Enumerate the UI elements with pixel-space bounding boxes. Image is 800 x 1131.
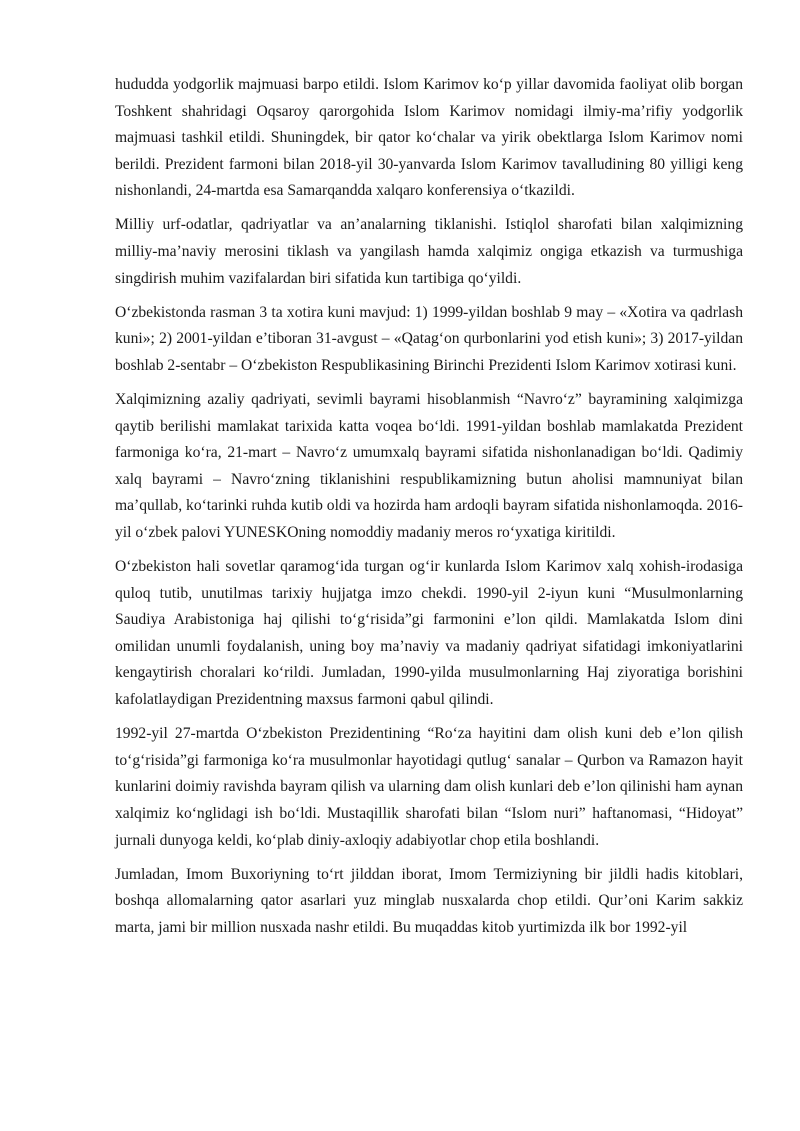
paragraph-navruz: Xalqimizning azaliy qadriyati, sevimli bayrami hisoblanmish “Navro‘z” bayramining xalqimizga qaytib berilishi mamlakat tarixida katta voqea bo‘ldi. 1991-yildan boshlab mamlakatda Prezident farmoniga ko‘ra, 21-mart – Navro‘z umumxalq bayrami sifatida nishonlanadigan bo‘ldi. Qadimiy xalq bayrami – Navro‘zning tiklanishini respublikamizning butun aholisi mamnuniyat bilan ma’qullab, ko‘tarinki ruhda kutib oldi va hozirda ham ardoqli bayram sifatida nishonlamoqda. 2016-yil o‘zbek palovi YUNESKOning nomoddiy madaniy meros ro‘yxatiga kiritildi. — [115, 391, 743, 541]
paragraph-religious-books: Jumladan, Imom Buxoriyning to‘rt jilddan iborat, Imom Termiziyning bir jildli hadis kitoblari, boshqa allomalarning qator asarlari yuz minglab nusxalarda chop etildi. Qur’oni Karim sakkiz marta, jami bir million nusxada nashr etildi. Bu muqaddas kitob yurtimizda ilk bor 1992-yil — [115, 865, 743, 936]
paragraph-national-traditions: Milliy urf-odatlar, qadriyatlar va an’analarning tiklanishi. Istiqlol sharofati bilan xalqimizning milliy-ma’naviy merosini tiklash va yangilash hamda xalqimiz ongiga etkazish va turmushiga singdirish muhim vazifalardan biri sifatida kun tartibiga qo‘yildi. — [115, 216, 743, 287]
paragraph-memorial-days: O‘zbekistonda rasman 3 ta xotira kuni mavjud: 1) 1999-yildan boshlab 9 may – «Xotira va qadrlash kuni»; 2) 2001-yildan e’tiboran 31-avgust – «Qatag‘on qurbonlarini yod etish kuni»; 3) 2017-yildan boshlab 2-sentabr – O‘zbekiston Respublikasining Birinchi Prezidenti Islom Karimov xotirasi kuni. — [115, 303, 743, 374]
paragraph-karimov-memorial: hududda yodgorlik majmuasi barpo etildi. Islom Karimov ko‘p yillar davomida faoliyat olib borgan Toshkent shahridagi Oqsaroy qarorgohida Islom Karimov nomidagi ilmiy-ma’rifiy yodgorlik majmuasi tashkil etildi. Shuningdek, bir qator ko‘chalar va yirik obektlarga Islom Karimov nomi berildi. Prezident farmoni bilan 2018-yil 30-yanvarda Islom Karimov tavalludining 80 yilligi keng nishonlandi, 24-martda esa Samarqandda xalqaro konferensiya o‘tkazildi. — [115, 76, 743, 200]
paragraph-ramadan-holidays: 1992-yil 27-martda O‘zbekiston Prezidentining “Ro‘za hayitini dam olish kuni deb e’lon qilish to‘g‘risida”gi farmoniga ko‘ra musulmonlar hayotidagi qutlug‘ sanalar – Qurbon va Ramazon hayit kunlarini doimiy ravishda bayram qilish va ularning dam olish kunlari deb e’lon qilinishi ham aynan xalqimiz ko‘nglidagi ish bo‘ldi. Mustaqillik sharofati bilan “Islom nuri” haftanomasi, “Hidoyat” jurnali dunyoga keldi, ko‘plab diniy-axloqiy adabiyotlar chop etila boshlandi. — [115, 725, 743, 849]
document-page — [115, 72, 743, 949]
paragraph-hajj-decree: O‘zbekiston hali sovetlar qaramog‘ida turgan og‘ir kunlarda Islom Karimov xalq xohish-irodasiga quloq tutib, unutilmas tarixiy hujjatga imzo chekdi. 1990-yil 2-iyun kuni “Musulmonlarning Saudiya Arabistoniga haj qilishi to‘g‘risida”gi farmonini e’lon qildi. Mamlakatda Islom dini omilidan unumli foydalanish, uning boy ma’naviy va madaniy qadriyat sifatidagi imkoniyatlarini kengaytirish choralari ko‘rildi. Jumladan, 1990-yilda musulmonlarning Haj ziyoratiga borishini kafolatlaydigan Prezidentning maxsus farmoni qabul qilindi. — [115, 558, 743, 709]
